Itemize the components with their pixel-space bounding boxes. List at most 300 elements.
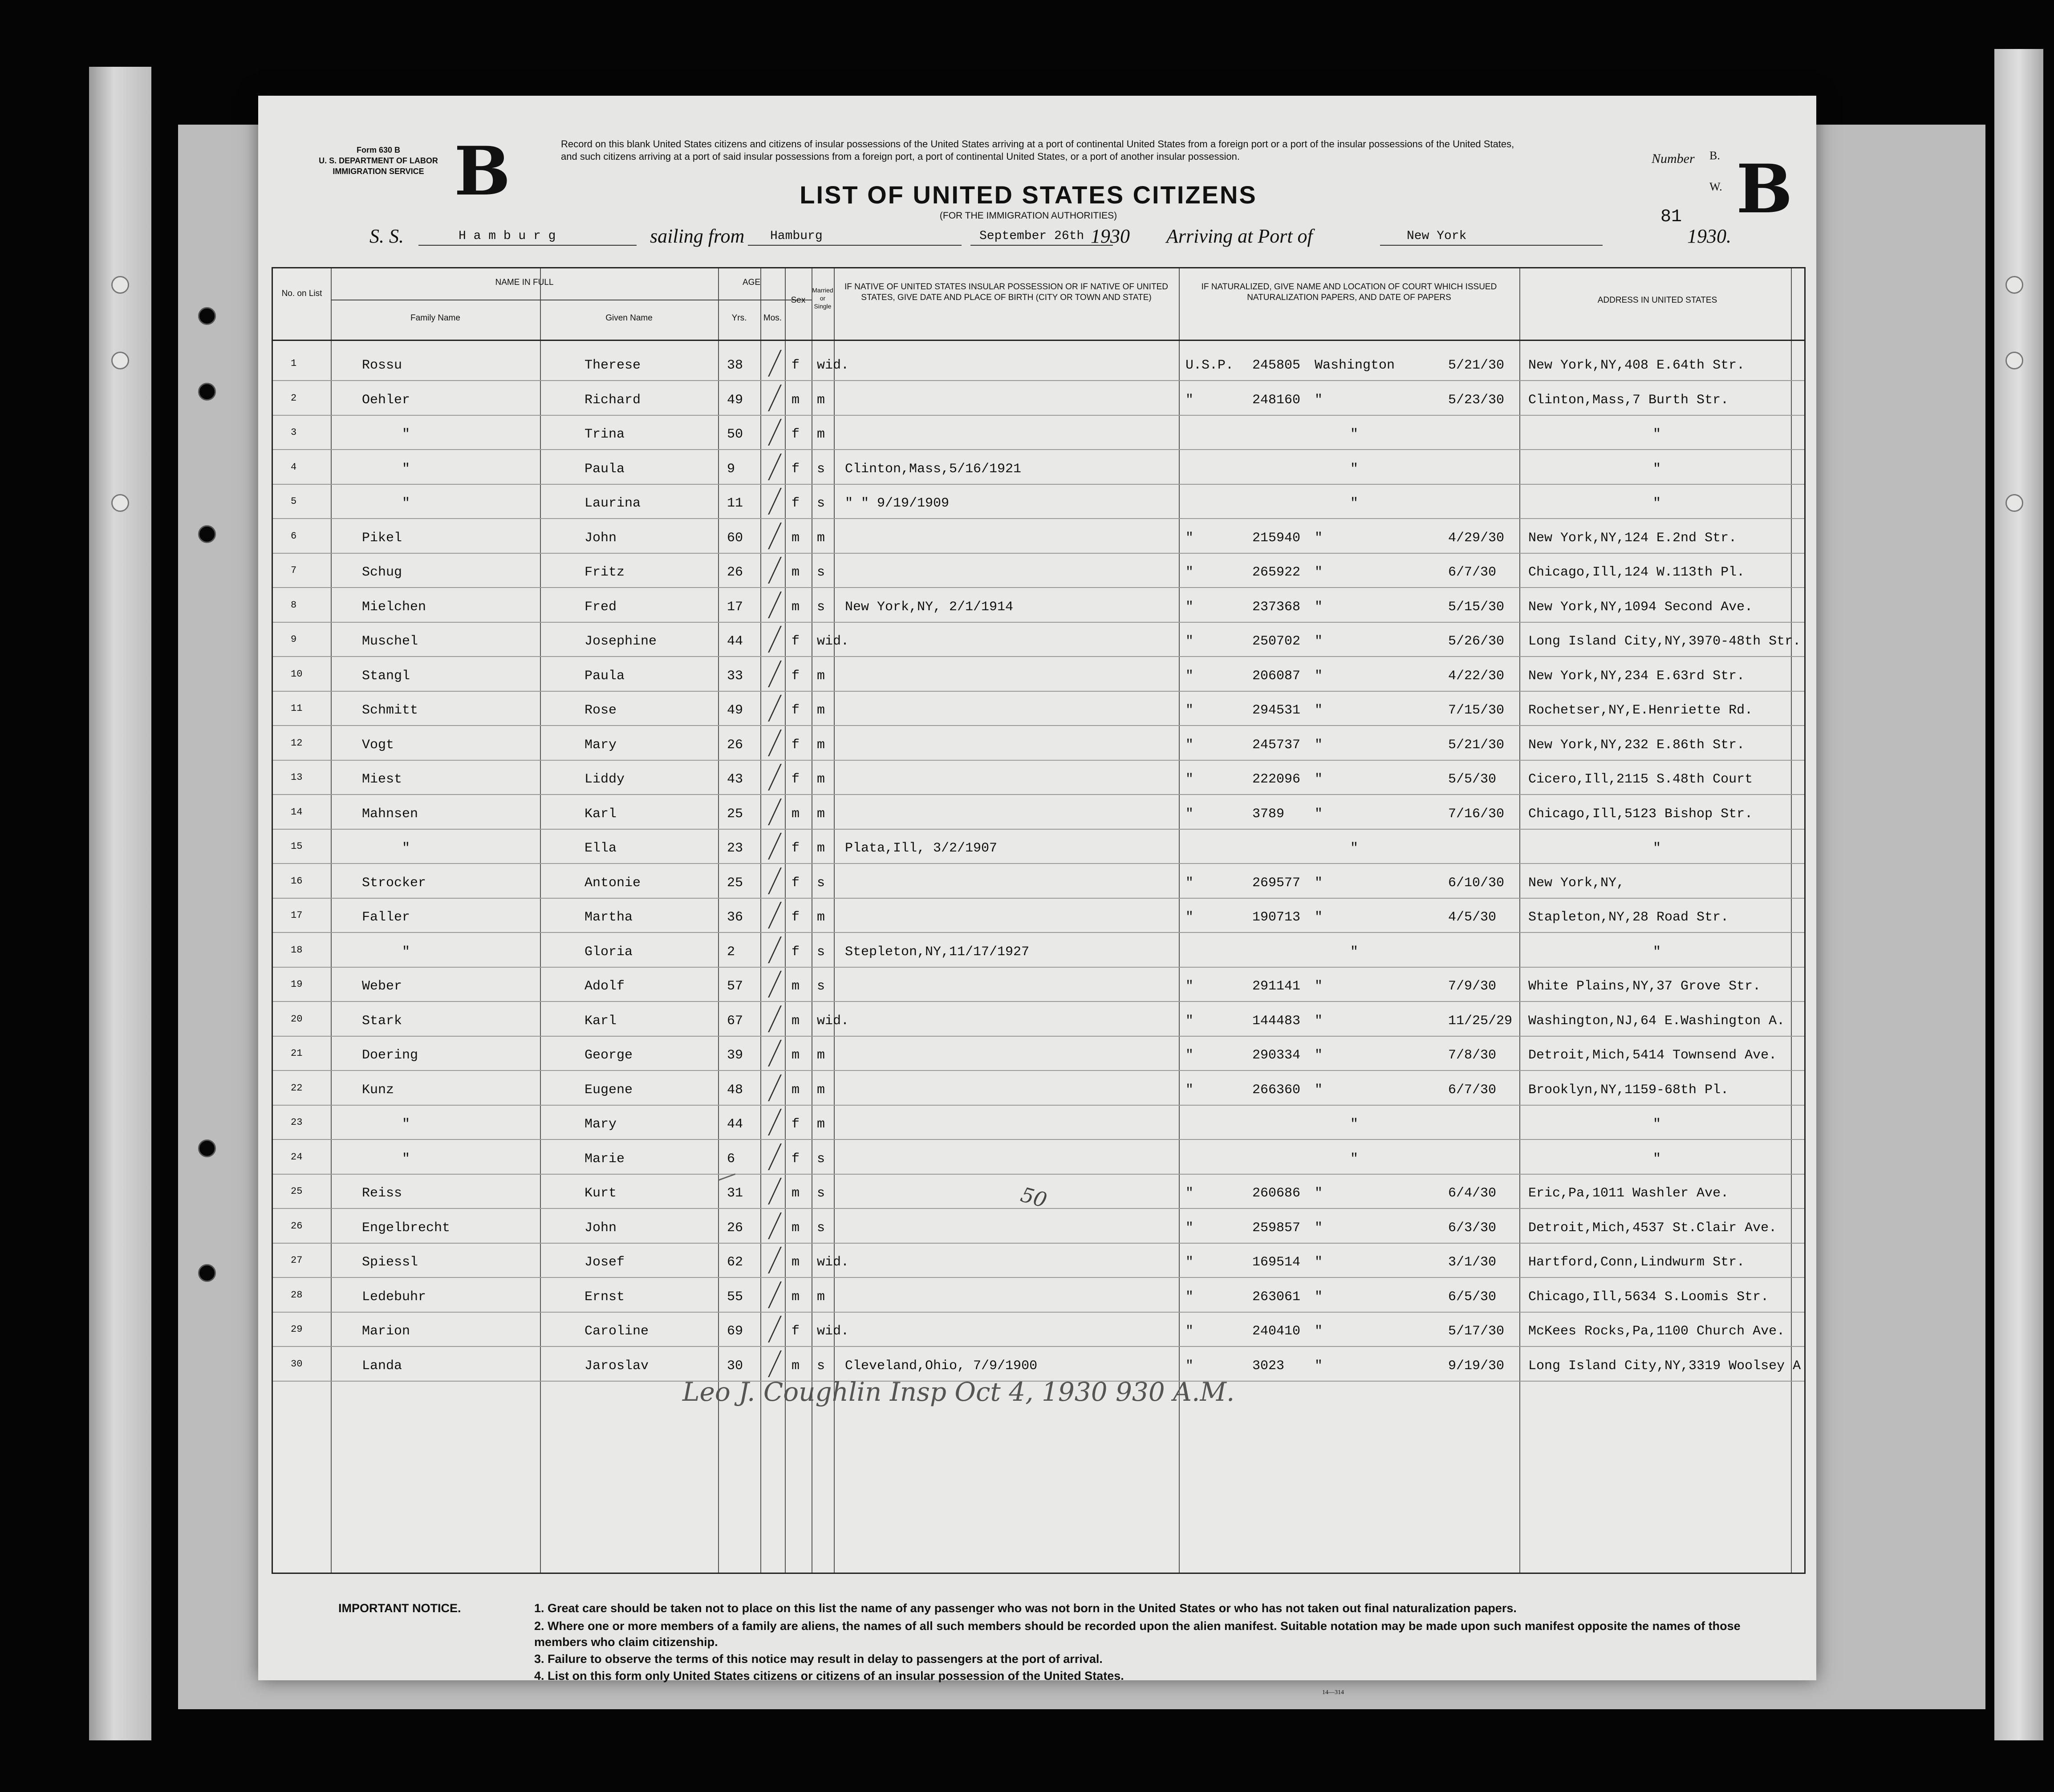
sex: f [792,772,800,787]
check-mark-icon [760,557,782,584]
header-no: No. on List [281,289,322,298]
manifest-sheet [258,96,1816,1696]
given-name: Kurt [585,1186,617,1201]
binder-hole-icon [198,383,216,401]
age-years: 50 [727,427,743,442]
court-name: " [1315,1324,1323,1339]
given-name: Fred [585,599,617,615]
binder-hole-icon [111,352,129,369]
sex: f [792,841,800,856]
naturalization-date: 11/25/29 [1448,1013,1513,1029]
age-years: 57 [727,979,743,994]
table-row [273,691,1804,726]
marital-status: wid. [817,1013,849,1029]
check-mark-icon [760,350,782,377]
court-name: " [1315,392,1323,408]
row-number: 30 [291,1358,303,1370]
naturalization-number: 222096 [1252,772,1301,787]
naturalization-mark: " [1185,668,1194,684]
check-mark-icon [760,419,782,446]
age-years: 69 [727,1324,743,1339]
age-years: 9 [727,461,735,477]
family-name: Weber [362,979,402,994]
age-years: 49 [727,703,743,718]
naturalization-mark: " [1185,599,1194,615]
naturalization-date: 9/19/30 [1448,1358,1505,1374]
row-number: 28 [291,1289,303,1301]
naturalization-date: 5/5/30 [1448,772,1497,787]
right-film-strip [1994,49,2043,1740]
family-name: " [402,1117,410,1132]
check-mark-icon [760,1143,782,1170]
naturalization-date: 5/17/30 [1448,1324,1505,1339]
age-years: 23 [727,841,743,856]
naturalization-number: 144483 [1252,1013,1301,1029]
family-name: Mahnsen [362,806,418,822]
service-name: IMMIGRATION SERVICE [333,167,424,176]
court-name: " [1315,875,1323,891]
table-row [273,1140,1804,1174]
age-years: 67 [727,1013,743,1029]
table-row [273,622,1804,657]
header-address: ADDRESS IN UNITED STATES [1597,296,1717,305]
court-name: " [1350,427,1359,442]
naturalization-date: 7/8/30 [1448,1048,1497,1063]
naturalization-date: 4/29/30 [1448,530,1505,546]
address: " [1653,427,1661,442]
table-row [273,760,1804,795]
check-mark-icon [760,833,782,860]
sex: m [792,1082,800,1098]
table-row [273,1209,1804,1243]
binder-hole-icon [111,494,129,512]
court-name: " [1315,1255,1323,1270]
naturalization-mark: U.S.P. [1185,358,1234,373]
ship-name: H a m b u r g [459,229,556,243]
table-row [273,346,1804,381]
age-years: 36 [727,910,743,925]
naturalization-date: 7/15/30 [1448,703,1505,718]
check-mark-icon [760,868,782,894]
table-row [273,726,1804,760]
court-name: " [1315,1186,1323,1201]
naturalization-date: 5/21/30 [1448,737,1505,753]
table-row [273,415,1804,450]
court-name: " [1350,1151,1359,1167]
family-name: Pikel [362,530,402,546]
naturalization-date: 6/3/30 [1448,1220,1497,1236]
row-number: 16 [291,875,303,887]
family-name: Miest [362,772,402,787]
marital-status: s [817,461,825,477]
row-number: 17 [291,910,303,921]
naturalization-number: 294531 [1252,703,1301,718]
arrival-port: New York [1407,229,1467,243]
naturalization-number: 190713 [1252,910,1301,925]
naturalization-mark: " [1185,565,1194,580]
address: " [1653,496,1661,511]
family-name: Stark [362,1013,402,1029]
row-number: 25 [291,1186,303,1197]
court-name: Washington [1315,358,1395,373]
naturalization-mark: " [1185,875,1194,891]
address: New York,NY,124 E.2nd Str. [1528,530,1737,546]
table-row [273,519,1804,553]
sex: f [792,910,800,925]
naturalization-date: 4/5/30 [1448,910,1497,925]
address: New York,NY, [1528,875,1625,891]
naturalization-date: 6/4/30 [1448,1186,1497,1201]
given-name: Karl [585,1013,617,1029]
marital-status: m [817,1117,825,1132]
row-number: 2 [291,392,297,404]
marital-status: s [817,1358,825,1374]
table-row [273,967,1804,1001]
check-mark-icon [760,764,782,791]
court-name: " [1350,461,1359,477]
given-name: Adolf [585,979,625,994]
check-mark-icon [760,523,782,549]
row-number: 7 [291,565,297,576]
address: Detroit,Mich,4537 St.Clair Ave. [1528,1220,1777,1236]
naturalization-number: 290334 [1252,1048,1301,1063]
naturalization-date: 5/21/30 [1448,358,1505,373]
marital-status: m [817,530,825,546]
given-name: Paula [585,668,625,684]
sex: f [792,461,800,477]
table-row [273,933,1804,967]
age-years: 11 [727,496,743,511]
header-age: AGE [742,278,761,287]
given-name: John [585,1220,617,1236]
age-years: 39 [727,1048,743,1063]
address: Chicago,Ill,5634 S.Loomis Str. [1528,1289,1769,1305]
naturalization-mark: " [1185,1358,1194,1374]
marital-status: m [817,1048,825,1063]
naturalization-date: 3/1/30 [1448,1255,1497,1270]
court-name: " [1315,737,1323,753]
sex: f [792,1151,800,1167]
binder-hole-icon [198,1139,216,1157]
form-number: Form 630 B [356,146,401,154]
court-name: " [1350,944,1359,960]
marital-status: m [817,841,825,856]
naturalization-mark: " [1185,1324,1194,1339]
given-name: Fritz [585,565,625,580]
naturalization-mark: " [1185,1082,1194,1098]
naturalization-mark: " [1185,392,1194,408]
given-name: Josef [585,1255,625,1270]
naturalization-date: 7/16/30 [1448,806,1505,822]
age-years: 38 [727,358,743,373]
marital-status: m [817,737,825,753]
court-name: " [1350,1117,1359,1132]
address: New York,NY,408 E.64th Str. [1528,358,1745,373]
table-row [273,1243,1804,1277]
marital-status: wid. [817,358,849,373]
naturalization-number: 269577 [1252,875,1301,891]
number-w-label: W. [1709,180,1722,193]
naturalization-date: 6/7/30 [1448,1082,1497,1098]
sheet-number: 81 [1660,207,1682,227]
arrival-year: 1930. [1687,225,1731,247]
table-row [273,1278,1804,1312]
row-number: 5 [291,496,297,507]
sex: f [792,703,800,718]
check-mark-icon [760,1247,782,1273]
address: " [1653,1151,1661,1167]
court-name: " [1315,1082,1323,1098]
age-years: 26 [727,737,743,753]
given-name: Antonie [585,875,641,891]
naturalization-date: 6/5/30 [1448,1289,1497,1305]
age-years: 30 [727,1358,743,1374]
age-years: 25 [727,875,743,891]
address: Long Island City,NY,3970-48th Str. [1528,634,1801,649]
marital-status: m [817,1082,825,1098]
header-naturalized: IF NATURALIZED, GIVE NAME AND LOCATION OF COURT WHICH ISSUED NATURALIZATION PAPERS, AND DATE OF PAPERS [1201,282,1497,302]
given-name: Mary [585,1117,617,1132]
binder-hole-icon [198,307,216,325]
sex: f [792,737,800,753]
ss-label: S. S. [369,225,404,247]
given-name: Therese [585,358,641,373]
marital-status: m [817,703,825,718]
naturalization-number: 248160 [1252,392,1301,408]
given-name: John [585,530,617,546]
court-name: " [1315,1220,1323,1236]
address: Rochetser,NY,E.Henriette Rd. [1528,703,1753,718]
row-number: 12 [291,737,303,749]
notice-item-4: 4. List on this form only United States citizens or citizens of an insular possession of the United States. [534,1669,1124,1683]
court-name: " [1315,1013,1323,1029]
given-name: George [585,1048,633,1063]
family-name: Kunz [362,1082,394,1098]
given-name: Paula [585,461,625,477]
age-years: 6 [727,1151,735,1167]
header-name-in-full: NAME IN FULL [495,278,554,287]
given-name: Caroline [585,1324,649,1339]
naturalization-number: 237368 [1252,599,1301,615]
sex: m [792,1048,800,1063]
court-name: " [1315,1358,1323,1374]
naturalization-mark: " [1185,1013,1194,1029]
check-mark-icon [760,1316,782,1342]
sex: f [792,1324,800,1339]
naturalization-mark: " [1185,1289,1194,1305]
marital-status: s [817,875,825,891]
naturalization-number: 260686 [1252,1186,1301,1201]
sex: m [792,565,800,580]
sex: m [792,1358,800,1374]
naturalization-number: 250702 [1252,634,1301,649]
naturalization-mark: " [1185,1220,1194,1236]
sex: m [792,530,800,546]
naturalization-mark: " [1185,634,1194,649]
birth-info: Cleveland,Ohio, 7/9/1900 [845,1358,1038,1374]
address: McKees Rocks,Pa,1100 Church Ave. [1528,1324,1785,1339]
naturalization-number: 259857 [1252,1220,1301,1236]
family-name: Muschel [362,634,418,649]
marital-status: wid. [817,1255,849,1270]
binder-hole-icon [2005,352,2023,369]
age-years: 26 [727,565,743,580]
form-identifier [312,145,445,177]
departure-date: September 26th [979,229,1084,243]
naturalization-date: 5/26/30 [1448,634,1505,649]
departure-year: 1930 [1091,225,1130,247]
notice-label: IMPORTANT NOTICE. [338,1601,461,1615]
family-name: Stangl [362,668,410,684]
birth-info: Clinton,Mass,5/16/1921 [845,461,1022,477]
sex: f [792,875,800,891]
address: New York,NY,1094 Second Ave. [1528,599,1753,615]
row-number: 23 [291,1117,303,1128]
marital-status: m [817,427,825,442]
naturalization-date: 4/22/30 [1448,668,1505,684]
family-name: Rossu [362,358,402,373]
naturalization-number: 206087 [1252,668,1301,684]
sex: f [792,1117,800,1132]
given-name: Jaroslav [585,1358,649,1374]
naturalization-number: 265922 [1252,565,1301,580]
address: " [1653,841,1661,856]
table-row [273,588,1804,622]
row-number: 24 [291,1151,303,1163]
court-name: " [1315,772,1323,787]
sex: f [792,634,800,649]
left-film-strip [89,67,151,1740]
given-name: Trina [585,427,625,442]
table-row [273,864,1804,898]
row-number: 15 [291,841,303,852]
address: Chicago,Ill,124 W.113th Pl. [1528,565,1745,580]
row-number: 14 [291,806,303,818]
marital-status: s [817,496,825,511]
address: " [1653,1117,1661,1132]
given-name: Karl [585,806,617,822]
form-letter-left: B [454,132,511,211]
marital-status: m [817,668,825,684]
marital-status: m [817,910,825,925]
age-years: 49 [727,392,743,408]
naturalization-number: 3789 [1252,806,1285,822]
sex: f [792,496,800,511]
marital-status: m [817,1289,825,1305]
court-name: " [1315,1048,1323,1063]
table-row [273,553,1804,588]
check-mark-icon [760,971,782,997]
table-row [273,898,1804,932]
check-mark-icon [760,1074,782,1101]
court-name: " [1315,634,1323,649]
marital-status: s [817,1220,825,1236]
family-name: " [402,841,410,856]
given-name: Liddy [585,772,625,787]
family-name: Engelbrecht [362,1220,451,1236]
given-name: Richard [585,392,641,408]
address: Stapleton,NY,28 Road Str. [1528,910,1729,925]
naturalization-date: 7/9/30 [1448,979,1497,994]
age-years: 25 [727,806,743,822]
header-family-name: Family Name [410,313,460,323]
court-name: " [1315,565,1323,580]
form-letter-right: B [1736,150,1793,228]
row-number: 1 [291,358,297,369]
header-sex: Sex [791,296,806,305]
naturalization-number: 291141 [1252,979,1301,994]
age-years: 44 [727,1117,743,1132]
address: Cicero,Ill,2115 S.48th Court [1528,772,1753,787]
age-years: 55 [727,1289,743,1305]
naturalization-number: 245737 [1252,737,1301,753]
age-years: 60 [727,530,743,546]
court-name: " [1315,910,1323,925]
address: Chicago,Ill,5123 Bishop Str. [1528,806,1753,822]
given-name: Ernst [585,1289,625,1305]
table-row [273,1002,1804,1036]
given-name: Martha [585,910,633,925]
notice-item-1: 1. Great care should be taken not to place on this list the name of any passenger who was not born in the United States or who has not taken out final naturalization papers. [534,1601,1517,1615]
naturalization-number: 263061 [1252,1289,1301,1305]
check-mark-icon [760,1350,782,1377]
family-name: " [402,1151,410,1167]
court-name: " [1315,1289,1323,1305]
family-name: Oehler [362,392,410,408]
age-years: 62 [727,1255,743,1270]
marital-status: s [817,944,825,960]
naturalization-date: 5/15/30 [1448,599,1505,615]
check-mark-icon [760,1281,782,1308]
naturalization-number: 245805 [1252,358,1301,373]
address: Long Island City,NY,3319 Woolsey A [1528,1358,1801,1374]
table-row [273,829,1804,864]
given-name: Eugene [585,1082,633,1098]
court-name: " [1315,806,1323,822]
naturalization-mark: " [1185,703,1194,718]
sex: m [792,806,800,822]
sex: m [792,1255,800,1270]
naturalization-date: 5/23/30 [1448,392,1505,408]
check-mark-icon [760,695,782,722]
marital-status: m [817,772,825,787]
given-name: Gloria [585,944,633,960]
address: Detroit,Mich,5414 Townsend Ave. [1528,1048,1777,1063]
age-years: 43 [727,772,743,787]
check-mark-icon [760,626,782,653]
header-mos: Mos. [763,313,782,323]
marital-status: s [817,1151,825,1167]
birth-info: " " 9/19/1909 [845,496,950,511]
page-title: LIST OF UNITED STATES CITIZENS [800,181,1257,209]
naturalization-number: 266360 [1252,1082,1301,1098]
header-yrs: Yrs. [731,313,747,323]
family-name: Doering [362,1048,418,1063]
family-name: Reiss [362,1186,402,1201]
marital-status: wid. [817,1324,849,1339]
family-name: Schug [362,565,402,580]
given-name: Mary [585,737,617,753]
family-name: Faller [362,910,410,925]
age-years: 17 [727,599,743,615]
sex: m [792,1289,800,1305]
given-name: Laurina [585,496,641,511]
check-mark-icon [760,937,782,963]
address: Clinton,Mass,7 Burth Str. [1528,392,1729,408]
marital-status: s [817,1186,825,1201]
table-row [273,1347,1804,1381]
sex: m [792,979,800,994]
